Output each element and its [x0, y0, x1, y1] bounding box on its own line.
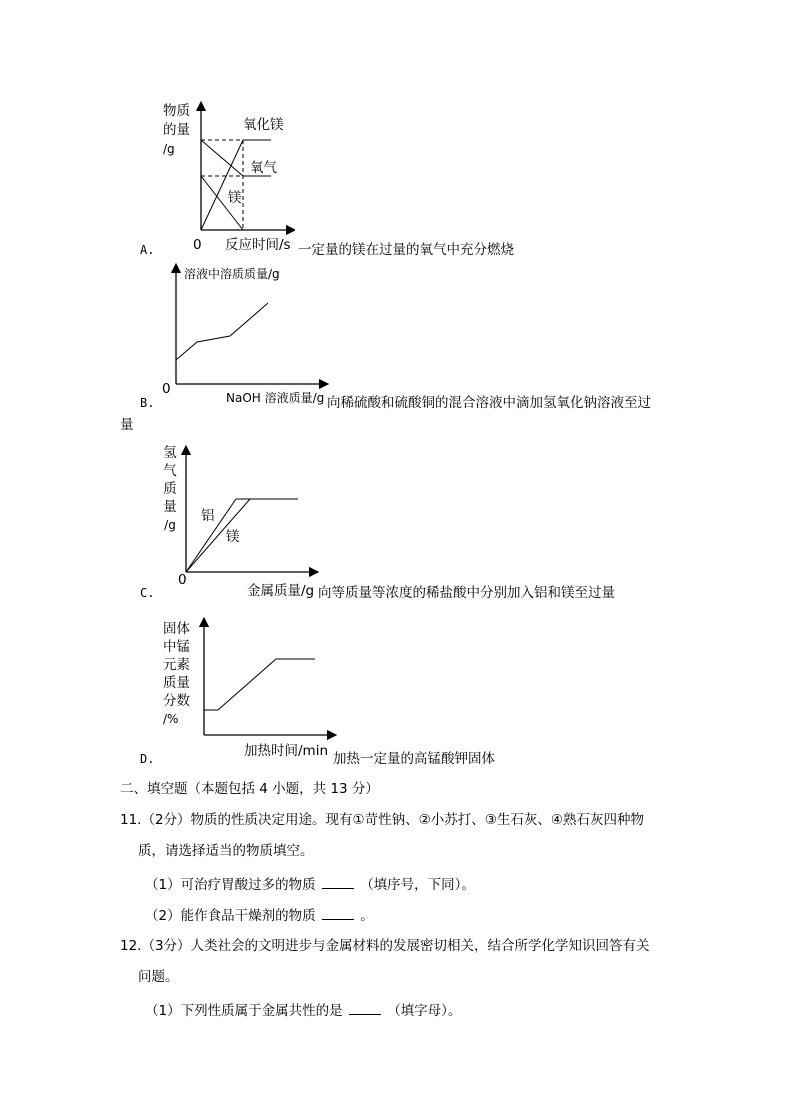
option-c-letter: C.	[140, 586, 155, 600]
option-b-origin: 0	[162, 381, 171, 397]
option-d-xlabel: 加热时间/min	[244, 743, 329, 759]
option-a-ylabel	[163, 102, 190, 159]
label-oxygen: 氧气	[250, 160, 277, 176]
q11-sub1-suffix: （填序号，下同）。	[360, 877, 475, 893]
q12-sub1-blank[interactable]	[349, 1000, 381, 1015]
q12-line1: 12.（3分）人类社会的文明进步与金属材料的发展密切相关，结合所学化学知识回答有关	[120, 938, 650, 954]
option-d-ylabel-line: 元素	[163, 657, 190, 673]
q11-sub1-text: （1）可治疗胃酸过多的物质	[145, 877, 316, 893]
section-title: 二、填空题（本题包括 4 小题，共 13 分）	[120, 781, 379, 797]
option-a-origin: 0	[193, 237, 202, 253]
option-a-letter: A.	[140, 243, 155, 257]
option-b-caption-line2: 量	[120, 417, 134, 433]
option-d-letter: D.	[140, 752, 155, 766]
option-d-ylabel-line: 质量	[163, 675, 190, 691]
option-c-xlabel: 金属质量/g	[247, 583, 315, 599]
option-d-ylabel	[163, 620, 190, 728]
option-c-ylabel-char: 质	[163, 481, 177, 497]
option-d-ylabel-line: /%	[163, 712, 179, 726]
option-c-ylabel-char: 氢	[163, 445, 177, 461]
option-a-ylabel-line: 物质	[163, 103, 190, 119]
option-b	[0, 262, 790, 437]
q11-sub2-blank[interactable]	[322, 905, 354, 920]
q11-sub2-suffix: 。	[360, 908, 374, 924]
label-aluminum: 铝	[201, 508, 215, 524]
option-b-letter: B.	[140, 396, 155, 410]
q11-line2: 质，请选择适当的物质填空。	[138, 843, 314, 859]
q12-sub1	[145, 1000, 461, 1020]
option-b-chart	[170, 262, 330, 392]
label-magnesium: 镁	[228, 190, 242, 206]
line-oxygen	[201, 140, 243, 176]
line-solute-mass	[176, 303, 268, 360]
q11-sub1-blank[interactable]	[322, 874, 354, 889]
option-a-ylabel-line: /g	[163, 142, 175, 156]
q11-line1: 11.（2分）物质的性质决定用途。现有①苛性钠、②小苏打、③生石灰、④熟石灰四种物	[120, 812, 644, 828]
line-magnesium-oxide	[201, 140, 243, 230]
option-c-ylabel	[163, 444, 177, 534]
label-magnesium-oxide: 氧化镁	[243, 117, 284, 133]
option-a-caption: 一定量的镁在过量的氧气中充分燃烧	[298, 242, 514, 258]
q11-sub2	[145, 905, 374, 925]
option-c	[0, 444, 790, 604]
label-magnesium: 镁	[226, 529, 240, 545]
option-c-ylabel-char: 气	[163, 463, 177, 479]
option-b-caption-line1: 向稀硫酸和硫酸铜的混合溶液中滴加氢氧化钠溶液至过	[327, 395, 651, 411]
q11-sub2-text: （2）能作食品干燥剂的物质	[145, 908, 316, 924]
q12-sub1-suffix: （填字母）。	[387, 1003, 462, 1019]
option-a-ylabel-line: 的量	[163, 122, 190, 138]
q12-line2: 问题。	[138, 969, 179, 985]
line-manganese-fraction	[204, 659, 315, 710]
q11-sub1	[145, 874, 475, 894]
q12-sub1-text: （1）下列性质属于金属共性的是	[145, 1003, 343, 1019]
option-d-ylabel-line: 中锰	[163, 639, 190, 655]
option-c-ylabel-char: 量	[163, 499, 177, 515]
option-a	[0, 100, 790, 260]
option-c-caption: 向等质量等浓度的稀盐酸中分别加入铝和镁至过量	[318, 585, 615, 601]
option-d	[0, 616, 790, 768]
line-magnesium	[186, 499, 250, 572]
option-d-chart	[198, 616, 338, 741]
option-d-ylabel-line: 固体	[163, 621, 190, 637]
option-b-ylabel: 溶液中溶质质量/g	[184, 267, 280, 281]
option-d-caption: 加热一定量的高锰酸钾固体	[333, 751, 495, 767]
option-b-xlabel: NaOH 溶液质量/g	[226, 391, 325, 405]
option-d-ylabel-line: 分数	[163, 693, 190, 709]
option-c-ylabel-char: /g	[164, 518, 176, 532]
option-a-xlabel: 反应时间/s	[225, 237, 291, 253]
option-c-origin: 0	[178, 572, 187, 588]
